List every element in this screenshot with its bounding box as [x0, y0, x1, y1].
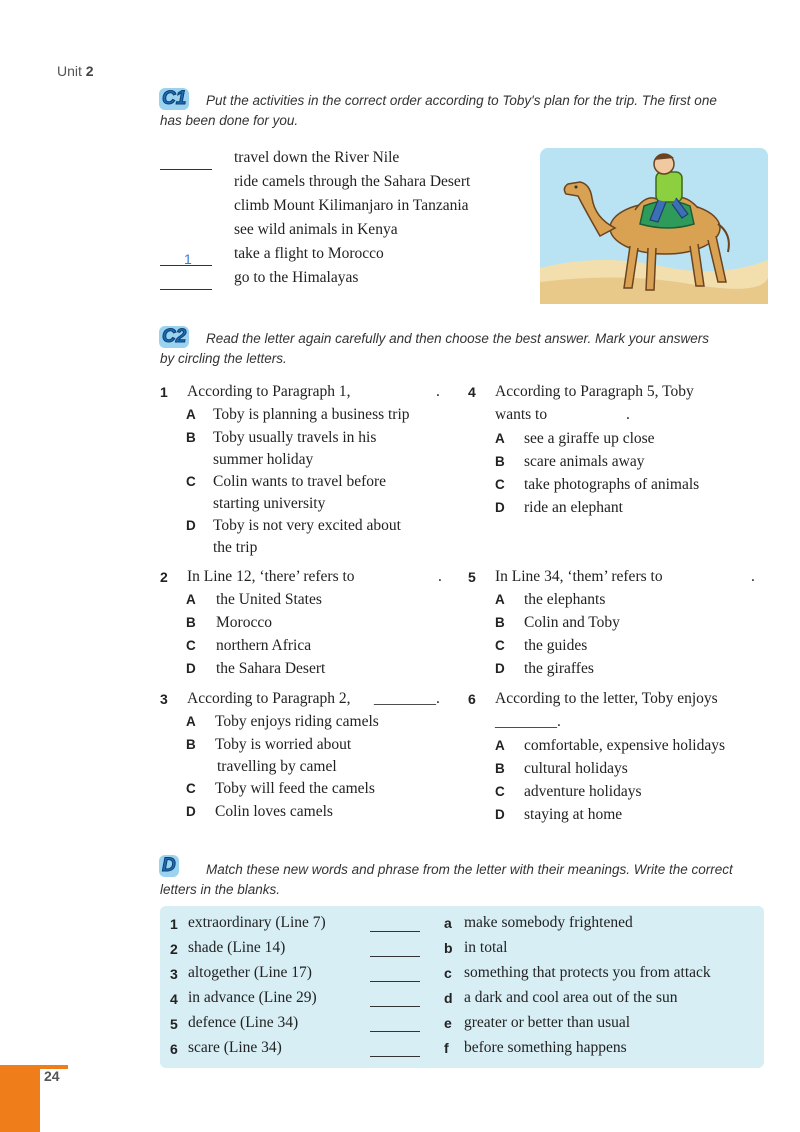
match-row — [160, 914, 764, 939]
match-meaning: before something happens — [464, 1039, 627, 1056]
question-stem-end: . — [751, 568, 755, 585]
option-text: Toby will feed the camels — [215, 780, 375, 797]
option-text: starting university — [213, 495, 326, 512]
question-stem: In Line 12, ‘there’ refers to — [187, 568, 355, 585]
match-letter: b — [444, 940, 453, 956]
option-text: scare animals away — [524, 453, 645, 470]
match-row — [160, 1014, 764, 1039]
activity-text: ride camels through the Sahara Desert — [234, 173, 471, 190]
activity-item — [160, 146, 520, 170]
option-letter[interactable]: B — [495, 615, 505, 630]
option-text: northern Africa — [216, 637, 312, 654]
d-instruction — [160, 860, 775, 900]
match-row — [160, 964, 764, 989]
match-word: defence (Line 34) — [188, 1014, 299, 1031]
option-text: Toby enjoys riding camels — [215, 713, 379, 730]
match-letter: d — [444, 990, 453, 1006]
option-text: summer holiday — [213, 451, 314, 468]
d-badge: D — [159, 855, 179, 877]
option-letter[interactable]: A — [186, 407, 196, 422]
camel-rider-illustration — [540, 148, 768, 304]
option-text: the guides — [524, 637, 588, 654]
option-letter[interactable]: B — [186, 430, 196, 445]
match-blank[interactable] — [370, 1056, 420, 1057]
question-4 — [468, 381, 768, 521]
question-number: 1 — [160, 384, 168, 400]
option-text: the Sahara Desert — [216, 660, 326, 677]
activity-item — [160, 266, 520, 290]
unit-label — [57, 63, 94, 79]
option-letter[interactable]: B — [186, 615, 196, 630]
option-letter[interactable]: D — [495, 661, 505, 676]
match-blank[interactable] — [370, 981, 420, 982]
option-letter[interactable]: A — [186, 714, 196, 729]
match-meaning: in total — [464, 939, 508, 956]
match-number: 2 — [170, 941, 178, 957]
option-text: Colin wants to travel before — [213, 473, 387, 490]
unit-prefix: Unit — [57, 63, 82, 79]
match-meaning: greater or better than usual — [464, 1014, 631, 1031]
filled-answer: 1 — [184, 251, 192, 267]
question-stem: According to Paragraph 5, Toby — [495, 383, 694, 400]
question-6 — [468, 688, 768, 828]
page-number: 24 — [44, 1068, 60, 1084]
option-letter[interactable]: C — [186, 638, 196, 653]
option-text: Toby usually travels in his — [213, 429, 377, 446]
option-letter[interactable]: C — [186, 474, 196, 489]
option-letter[interactable]: D — [495, 500, 505, 515]
option-text: Toby is planning a business trip — [213, 406, 410, 423]
match-blank[interactable] — [370, 1031, 420, 1032]
option-text: the giraffes — [524, 660, 594, 677]
match-number: 4 — [170, 991, 178, 1007]
match-number: 6 — [170, 1041, 178, 1057]
d-instruction-line1: Match these new words and phrase from the letter with their meanings. Write the correct — [206, 862, 733, 877]
option-text: adventure holidays — [524, 783, 642, 800]
option-letter[interactable]: A — [495, 738, 505, 753]
question-stem-line2: ________. — [495, 713, 561, 730]
c2-instruction — [160, 329, 770, 369]
option-text: the United States — [216, 591, 322, 608]
question-stem-end: . — [626, 406, 630, 423]
answer-blank[interactable] — [160, 273, 212, 290]
match-number: 3 — [170, 966, 178, 982]
c2-instruction-line1: Read the letter again carefully and then choose the best answer. Mark your answers — [206, 331, 710, 346]
option-text: Colin loves camels — [215, 803, 333, 820]
activity-item — [160, 194, 520, 218]
match-word: extraordinary (Line 7) — [188, 914, 326, 931]
question-2 — [160, 566, 450, 681]
activity-item — [160, 170, 520, 194]
match-blank[interactable] — [370, 1006, 420, 1007]
option-letter[interactable]: A — [495, 431, 505, 446]
match-blank[interactable] — [370, 931, 420, 932]
option-letter[interactable]: D — [186, 661, 196, 676]
option-letter[interactable]: C — [495, 477, 505, 492]
option-letter[interactable]: B — [495, 454, 505, 469]
c1-badge: C1 — [159, 88, 189, 110]
match-meaning: something that protects you from attack — [464, 964, 711, 981]
d-instruction-line2: letters in the blanks. — [160, 882, 281, 897]
option-letter[interactable]: A — [495, 592, 505, 607]
option-text: Toby is not very excited about — [213, 517, 401, 534]
match-row — [160, 939, 764, 964]
option-text: take photographs of animals — [524, 476, 700, 493]
option-letter[interactable]: A — [186, 592, 196, 607]
c1-instruction — [160, 91, 770, 131]
option-text: ride an elephant — [524, 499, 623, 516]
page-edge-bar — [0, 1065, 40, 1132]
option-letter[interactable]: D — [495, 807, 505, 822]
option-letter[interactable]: C — [186, 781, 196, 796]
question-stem-end: . — [436, 383, 440, 400]
c1-activity-list — [160, 146, 520, 290]
question-stem: According to the letter, Toby enjoys — [495, 690, 718, 707]
question-stem: In Line 34, ‘them’ refers to — [495, 568, 663, 585]
option-letter[interactable]: C — [495, 638, 505, 653]
unit-number: 2 — [85, 63, 94, 79]
option-text: Toby is worried about — [215, 736, 352, 753]
c2-badge: C2 — [159, 326, 189, 348]
activity-item — [160, 242, 520, 266]
activity-text: see wild animals in Kenya — [234, 221, 398, 238]
question-number: 2 — [160, 569, 168, 585]
match-letter: a — [444, 915, 452, 931]
option-text: the trip — [213, 539, 258, 556]
match-row — [160, 989, 764, 1014]
option-letter[interactable]: D — [186, 804, 196, 819]
match-word: shade (Line 14) — [188, 939, 286, 956]
matching-box — [160, 906, 764, 1068]
c1-instruction-line2: has been done for you. — [160, 113, 299, 128]
match-row — [160, 1039, 764, 1064]
c2-instruction-line2: by circling the letters. — [160, 351, 287, 366]
option-text: see a giraffe up close — [524, 430, 655, 447]
match-word: scare (Line 34) — [188, 1039, 282, 1056]
question-stem-end: . — [438, 568, 442, 585]
match-letter: e — [444, 1015, 452, 1031]
activity-text: go to the Himalayas — [234, 269, 359, 286]
option-letter[interactable]: B — [495, 761, 505, 776]
question-number: 5 — [468, 569, 476, 585]
question-stem: According to Paragraph 2, — [187, 690, 351, 707]
option-letter[interactable]: C — [495, 784, 505, 799]
match-letter: c — [444, 965, 452, 981]
match-word: altogether (Line 17) — [188, 964, 312, 981]
question-5 — [468, 566, 768, 681]
option-text: staying at home — [524, 806, 623, 823]
camel-illustration-svg — [540, 148, 768, 304]
option-letter[interactable]: D — [186, 518, 196, 533]
match-word: in advance (Line 29) — [188, 989, 317, 1006]
option-text: cultural holidays — [524, 760, 628, 777]
option-text: travelling by camel — [217, 758, 337, 775]
option-letter[interactable]: B — [186, 737, 196, 752]
activity-item — [160, 218, 520, 242]
activity-text: climb Mount Kilimanjaro in Tanzania — [234, 197, 469, 214]
match-number: 5 — [170, 1016, 178, 1032]
option-text: Morocco — [216, 614, 272, 631]
option-text: the elephants — [524, 591, 606, 608]
question-stem-end: ________. — [374, 690, 440, 707]
question-number: 6 — [468, 691, 476, 707]
match-blank[interactable] — [370, 956, 420, 957]
question-number: 3 — [160, 691, 168, 707]
answer-blank[interactable] — [160, 153, 212, 170]
question-stem-line2: wants to — [495, 406, 548, 423]
option-text: comfortable, expensive holidays — [524, 737, 726, 754]
option-text: Colin and Toby — [524, 614, 620, 631]
question-3 — [160, 688, 455, 828]
answer-blank[interactable] — [160, 249, 212, 266]
match-meaning: a dark and cool area out of the sun — [464, 989, 678, 1006]
question-1 — [160, 381, 450, 561]
match-meaning: make somebody frightened — [464, 914, 633, 931]
match-letter: f — [444, 1040, 449, 1056]
c1-instruction-line1: Put the activities in the correct order according to Toby's plan for the trip. The first one — [206, 93, 717, 108]
question-number: 4 — [468, 384, 476, 400]
activity-text: travel down the River Nile — [234, 149, 400, 166]
activity-text: take a flight to Morocco — [234, 245, 384, 262]
question-stem: According to Paragraph 1, — [187, 383, 351, 400]
match-number: 1 — [170, 916, 178, 932]
